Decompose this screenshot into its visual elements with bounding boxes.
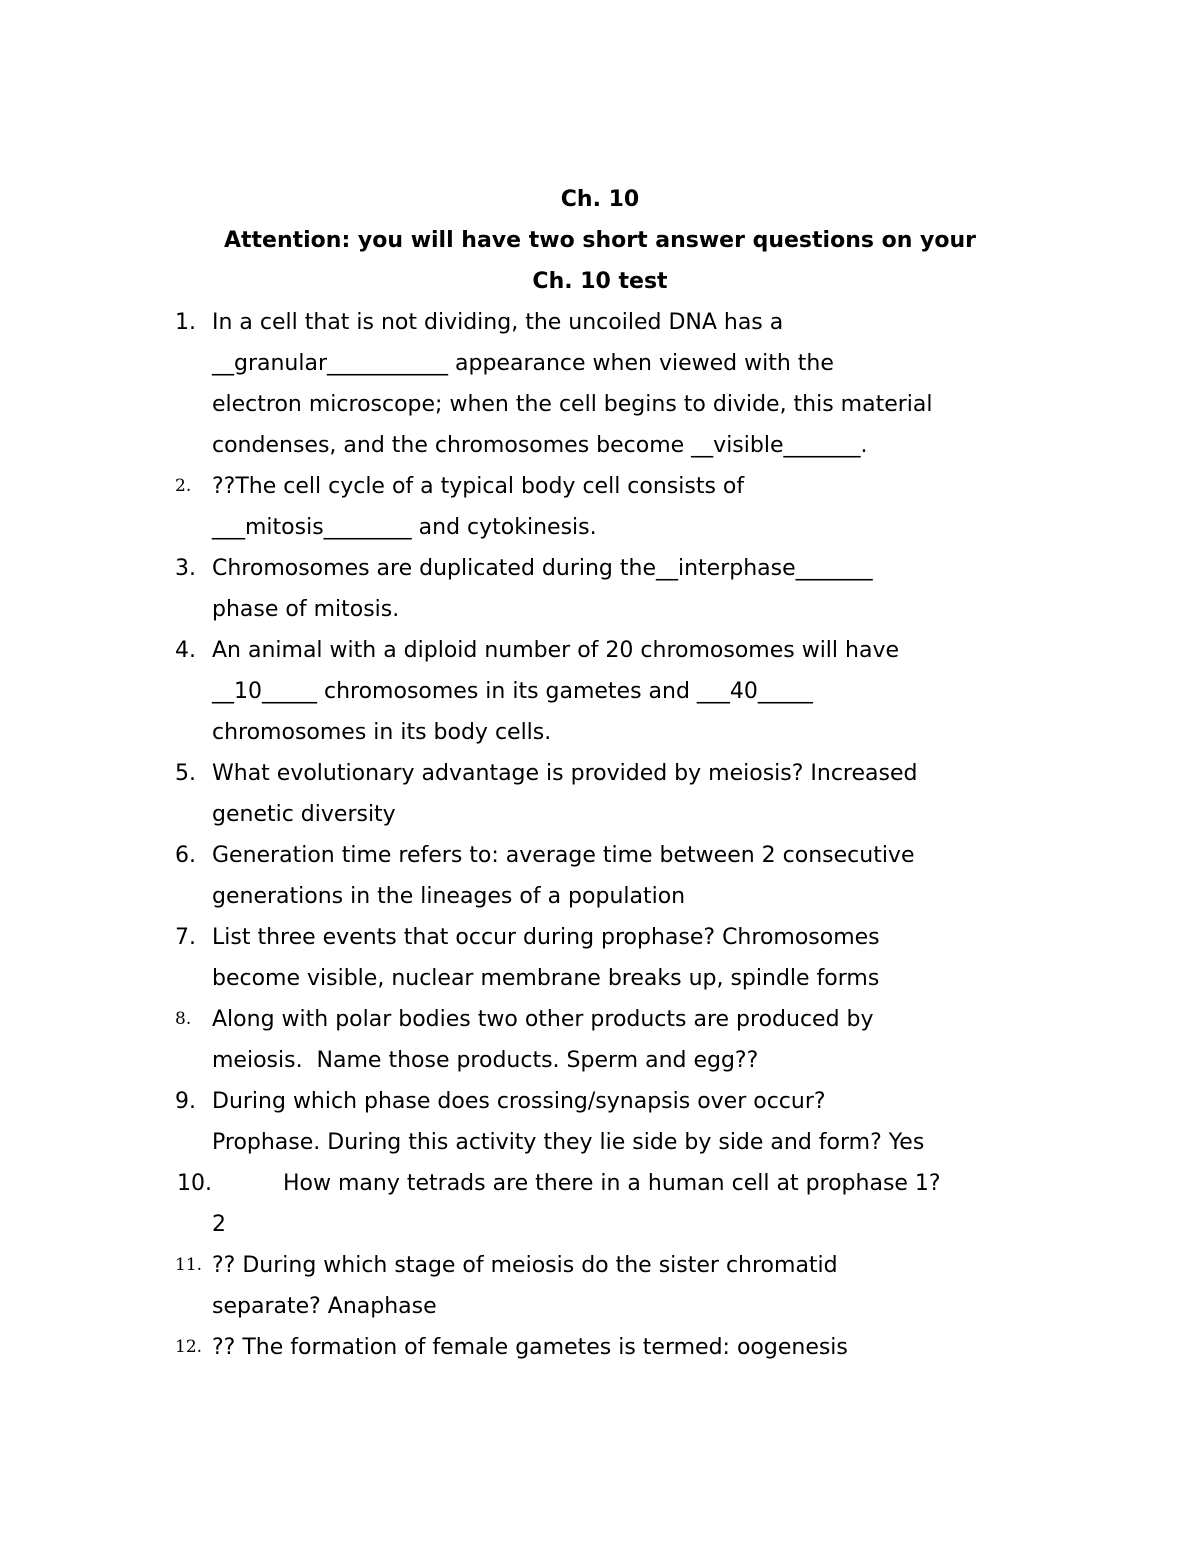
question-text-line: List three events that occur during prophase? Chromosomes (212, 925, 880, 950)
question-number: 8. (175, 1009, 192, 1029)
question-number: 5. (175, 761, 196, 786)
question-number: 11. (175, 1255, 203, 1275)
question-3 (0, 548, 1200, 630)
question-text-line: meiosis. Name those products. Sperm and egg?? (212, 1048, 759, 1073)
question-10 (0, 1163, 1200, 1245)
question-text-line: Generation time refers to: average time between 2 consecutive (212, 843, 915, 868)
question-text-line: __10_____ chromosomes in its gametes and ___40_____ (212, 679, 813, 704)
question-text-line: phase of mitosis. (212, 597, 400, 622)
question-text-line: An animal with a diploid number of 20 chromosomes will have (212, 638, 900, 663)
question-text-line: chromosomes in its body cells. (212, 720, 552, 745)
question-text-line: genetic diversity (212, 802, 396, 827)
attention-notice: Attention: you will have two short answer questions on your (223, 228, 977, 253)
question-5 (0, 753, 1200, 835)
question-6 (0, 835, 1200, 917)
question-text-line: ??The cell cycle of a typical body cell consists of (212, 474, 745, 499)
question-text-line: What evolutionary advantage is provided by meiosis? Increased (212, 761, 918, 786)
question-text-line: condenses, and the chromosomes become __visible_______. (212, 433, 868, 458)
question-number: 6. (175, 843, 196, 868)
question-number: 2. (175, 476, 192, 496)
question-text-first: How many tetrads are there in a human cell at prophase 1? (283, 1171, 941, 1196)
question-text-line: Prophase. During this activity they lie side by side and form? Yes (212, 1130, 925, 1155)
question-number: 10. (177, 1171, 212, 1196)
question-text-line: __granular___________ appearance when viewed with the (212, 351, 834, 376)
question-list (0, 302, 1200, 1368)
question-8 (0, 999, 1200, 1081)
question-text-line: become visible, nuclear membrane breaks up, spindle forms (212, 966, 880, 991)
question-text-line (212, 1163, 1002, 1204)
question-text-line: During which phase does crossing/synapsis over occur? (212, 1089, 826, 1114)
question-text-line: In a cell that is not dividing, the uncoiled DNA has a (212, 310, 784, 335)
question-number: 9. (175, 1089, 196, 1114)
question-text-line: separate? Anaphase (212, 1294, 437, 1319)
question-text-line: 2 (212, 1212, 226, 1237)
question-number: 3. (175, 556, 196, 581)
question-9 (0, 1081, 1200, 1163)
chapter-title: Ch. 10 (560, 187, 640, 212)
question-number: 1. (175, 310, 196, 335)
question-1 (0, 302, 1200, 466)
question-number: 4. (175, 638, 196, 663)
question-2 (0, 466, 1200, 548)
question-text-line: ?? The formation of female gametes is termed: oogenesis (212, 1335, 848, 1360)
question-text-line: Chromosomes are duplicated during the__interphase_______ (212, 556, 873, 581)
question-text-line: generations in the lineages of a population (212, 884, 686, 909)
question-text-line: electron microscope; when the cell begins to divide, this material (212, 392, 933, 417)
question-12 (0, 1327, 1200, 1368)
question-7 (0, 917, 1200, 999)
question-text-line: ___mitosis________ and cytokinesis. (212, 515, 597, 540)
question-11 (0, 1245, 1200, 1327)
test-subtitle: Ch. 10 test (532, 269, 668, 294)
question-text-line: ?? During which stage of meiosis do the sister chromatid (212, 1253, 838, 1278)
question-number: 7. (175, 925, 196, 950)
question-number: 12. (175, 1337, 203, 1357)
question-4 (0, 630, 1200, 753)
question-text-line: Along with polar bodies two other products are produced by (212, 1007, 874, 1032)
